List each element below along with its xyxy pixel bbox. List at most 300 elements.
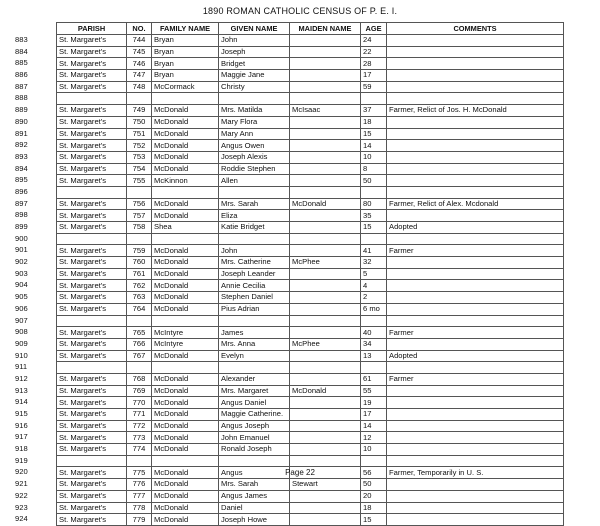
cell-age: 6 mo xyxy=(361,303,387,315)
cell-comments: Farmer, Relict of Jos. H. McDonald xyxy=(387,105,564,117)
cell-comments xyxy=(387,175,564,187)
parish-text: St. Margaret's xyxy=(59,257,107,267)
cell-family-name: McDonald xyxy=(152,280,219,292)
cell-parish xyxy=(15,105,127,117)
parish-text: St. Margaret's xyxy=(59,467,107,477)
cell-household-no: 757 xyxy=(127,210,152,222)
cell-comments xyxy=(387,151,564,163)
parish-text: St. Margaret's xyxy=(59,175,107,185)
line-number: 909 xyxy=(15,338,28,348)
cell-parish xyxy=(15,233,127,245)
cell-family-name: McDonald xyxy=(152,502,219,514)
cell-comments: Adopted xyxy=(387,222,564,234)
cell-comments xyxy=(387,128,564,140)
table-row xyxy=(57,327,564,339)
table-row xyxy=(57,151,564,163)
parish-text: St. Margaret's xyxy=(59,47,107,57)
line-number: 918 xyxy=(15,444,28,454)
cell-age: 24 xyxy=(361,35,387,47)
cell-comments xyxy=(387,163,564,175)
cell-household-no: 777 xyxy=(127,490,152,502)
cell-comments xyxy=(387,280,564,292)
cell-given-name: Ronald Joseph xyxy=(219,444,290,456)
cell-given-name: Mrs. Sarah xyxy=(219,479,290,491)
cell-household-no: 753 xyxy=(127,151,152,163)
cell-household-no xyxy=(127,93,152,105)
column-header-parish: PARISH xyxy=(57,23,127,35)
line-number: 883 xyxy=(15,35,28,44)
cell-given-name xyxy=(219,362,290,374)
cell-parish xyxy=(15,163,127,175)
line-number: 890 xyxy=(15,116,28,126)
cell-maiden-name xyxy=(290,432,361,444)
cell-family-name: McDonald xyxy=(152,257,219,269)
line-number: 903 xyxy=(15,268,28,278)
cell-household-no: 750 xyxy=(127,116,152,128)
line-number: 908 xyxy=(15,327,28,337)
cell-comments: Farmer, Relict of Alex. Mcdonald xyxy=(387,198,564,210)
cell-age: 8 xyxy=(361,163,387,175)
table-row xyxy=(57,409,564,421)
cell-age: 2 xyxy=(361,292,387,304)
cell-family-name: McDonald xyxy=(152,409,219,421)
line-number: 891 xyxy=(15,128,28,138)
cell-given-name: Mary Flora xyxy=(219,116,290,128)
cell-comments xyxy=(387,479,564,491)
cell-age xyxy=(361,186,387,198)
cell-comments xyxy=(387,397,564,409)
cell-maiden-name xyxy=(290,397,361,409)
cell-parish xyxy=(15,46,127,58)
cell-given-name: Angus Owen xyxy=(219,140,290,152)
cell-age: 50 xyxy=(361,175,387,187)
line-number: 901 xyxy=(15,245,28,255)
table-row xyxy=(57,46,564,58)
cell-given-name: James xyxy=(219,327,290,339)
cell-family-name xyxy=(152,186,219,198)
cell-family-name: Bryan xyxy=(152,58,219,70)
table-row xyxy=(57,198,564,210)
cell-parish xyxy=(15,338,127,350)
table-row xyxy=(57,385,564,397)
cell-family-name: Bryan xyxy=(152,70,219,82)
cell-maiden-name xyxy=(290,268,361,280)
cell-age: 15 xyxy=(361,222,387,234)
cell-maiden-name xyxy=(290,444,361,456)
cell-parish xyxy=(15,303,127,315)
cell-age: 37 xyxy=(361,105,387,117)
line-number: 924 xyxy=(15,514,28,524)
line-number: 912 xyxy=(15,373,28,383)
cell-comments xyxy=(387,58,564,70)
cell-age xyxy=(361,455,387,467)
cell-maiden-name: McPhee xyxy=(290,338,361,350)
cell-parish xyxy=(15,257,127,269)
cell-given-name: John xyxy=(219,245,290,257)
cell-given-name: Pius Adrian xyxy=(219,303,290,315)
column-header-given-name: GIVEN NAME xyxy=(219,23,290,35)
cell-family-name xyxy=(152,315,219,327)
cell-comments xyxy=(387,303,564,315)
cell-age: 40 xyxy=(361,327,387,339)
parish-text: St. Margaret's xyxy=(59,58,107,68)
table-row xyxy=(57,338,564,350)
cell-given-name: Mrs. Anna xyxy=(219,338,290,350)
cell-maiden-name: McDonald xyxy=(290,198,361,210)
table-row xyxy=(57,490,564,502)
census-body xyxy=(15,35,564,526)
cell-given-name: Alexander xyxy=(219,373,290,385)
cell-parish xyxy=(15,210,127,222)
cell-household-no: 752 xyxy=(127,140,152,152)
cell-age: 41 xyxy=(361,245,387,257)
cell-given-name: Roddie Stephen xyxy=(219,163,290,175)
parish-text: St. Margaret's xyxy=(59,198,107,208)
cell-maiden-name xyxy=(290,140,361,152)
cell-maiden-name xyxy=(290,175,361,187)
cell-comments xyxy=(387,444,564,456)
page-title: 1890 ROMAN CATHOLIC CENSUS OF P. E. I. xyxy=(202,6,398,16)
cell-comments: Adopted xyxy=(387,350,564,362)
parish-text: St. Margaret's xyxy=(59,163,107,173)
column-header-maiden-name: MAIDEN NAME xyxy=(290,23,361,35)
cell-parish xyxy=(15,93,127,105)
cell-parish xyxy=(15,140,127,152)
line-number: 892 xyxy=(15,140,28,150)
table-row xyxy=(57,292,564,304)
cell-given-name: Mrs. Sarah xyxy=(219,198,290,210)
line-number: 888 xyxy=(15,93,28,103)
cell-given-name: Katie Bridget xyxy=(219,222,290,234)
parish-text: St. Margaret's xyxy=(59,502,107,512)
line-number: 906 xyxy=(15,303,28,313)
cell-comments xyxy=(387,140,564,152)
cell-parish xyxy=(15,151,127,163)
cell-given-name: Christy xyxy=(219,81,290,93)
cell-maiden-name xyxy=(290,280,361,292)
cell-family-name xyxy=(152,93,219,105)
table-row xyxy=(57,116,564,128)
cell-given-name xyxy=(219,93,290,105)
table-row xyxy=(57,175,564,187)
cell-given-name: Maggie Jane xyxy=(219,70,290,82)
cell-household-no: 746 xyxy=(127,58,152,70)
cell-comments xyxy=(387,257,564,269)
cell-maiden-name: Stewart xyxy=(290,479,361,491)
cell-household-no xyxy=(127,186,152,198)
cell-family-name: McDonald xyxy=(152,385,219,397)
line-number: 914 xyxy=(15,397,28,407)
cell-parish xyxy=(15,444,127,456)
parish-text: St. Margaret's xyxy=(59,409,107,419)
cell-parish xyxy=(15,70,127,82)
cell-maiden-name xyxy=(290,58,361,70)
table-row xyxy=(57,303,564,315)
cell-maiden-name xyxy=(290,362,361,374)
parish-text: St. Margaret's xyxy=(59,514,107,524)
cell-given-name: Mrs. Margaret xyxy=(219,385,290,397)
cell-age: 22 xyxy=(361,46,387,58)
cell-comments xyxy=(387,362,564,374)
cell-comments xyxy=(387,116,564,128)
cell-given-name: Stephen Daniel xyxy=(219,292,290,304)
cell-household-no xyxy=(127,455,152,467)
cell-given-name: Maggie Catherine. xyxy=(219,409,290,421)
cell-maiden-name xyxy=(290,350,361,362)
cell-given-name xyxy=(219,186,290,198)
cell-maiden-name: McPhee xyxy=(290,257,361,269)
cell-family-name: McDonald xyxy=(152,373,219,385)
parish-text: St. Margaret's xyxy=(59,210,107,220)
cell-household-no: 751 xyxy=(127,128,152,140)
parish-text: St. Margaret's xyxy=(59,245,107,255)
cell-comments xyxy=(387,210,564,222)
cell-given-name xyxy=(219,315,290,327)
parish-text: St. Margaret's xyxy=(59,222,107,232)
cell-household-no: 765 xyxy=(127,327,152,339)
cell-family-name: McDonald xyxy=(152,198,219,210)
cell-family-name: Bryan xyxy=(152,46,219,58)
cell-household-no: 771 xyxy=(127,409,152,421)
cell-parish xyxy=(15,420,127,432)
cell-maiden-name xyxy=(290,70,361,82)
cell-parish xyxy=(15,409,127,421)
line-number: 907 xyxy=(15,315,28,325)
table-row xyxy=(57,245,564,257)
cell-household-no xyxy=(127,233,152,245)
cell-parish xyxy=(15,432,127,444)
column-header-comments: COMMENTS xyxy=(387,23,564,35)
cell-maiden-name xyxy=(290,455,361,467)
cell-comments xyxy=(387,292,564,304)
cell-maiden-name xyxy=(290,186,361,198)
parish-text: St. Margaret's xyxy=(59,421,107,431)
cell-household-no: 775 xyxy=(127,467,152,479)
line-number: 913 xyxy=(15,385,28,395)
cell-parish xyxy=(15,479,127,491)
parish-text: St. Margaret's xyxy=(59,444,107,454)
cell-comments xyxy=(387,233,564,245)
cell-parish xyxy=(15,198,127,210)
line-number: 910 xyxy=(15,350,28,360)
parish-text: St. Margaret's xyxy=(59,374,107,384)
cell-parish xyxy=(15,175,127,187)
line-number: 904 xyxy=(15,280,28,290)
line-number: 922 xyxy=(15,490,28,500)
table-row xyxy=(57,70,564,82)
parish-text: St. Margaret's xyxy=(59,280,107,290)
cell-age: 61 xyxy=(361,373,387,385)
cell-comments xyxy=(387,93,564,105)
cell-family-name: McDonald xyxy=(152,467,219,479)
cell-household-no: 744 xyxy=(127,35,152,47)
cell-parish xyxy=(15,514,127,526)
cell-household-no: 759 xyxy=(127,245,152,257)
cell-maiden-name xyxy=(290,151,361,163)
cell-parish xyxy=(15,315,127,327)
line-number: 920 xyxy=(15,467,28,477)
cell-age: 12 xyxy=(361,432,387,444)
cell-household-no: 778 xyxy=(127,502,152,514)
cell-maiden-name xyxy=(290,35,361,47)
cell-given-name: Joseph Howe xyxy=(219,514,290,526)
line-number: 894 xyxy=(15,163,28,173)
table-row xyxy=(57,58,564,70)
cell-household-no: 773 xyxy=(127,432,152,444)
line-number: 896 xyxy=(15,186,28,196)
table-row xyxy=(57,268,564,280)
cell-household-no: 754 xyxy=(127,163,152,175)
line-number: 893 xyxy=(15,151,28,161)
table-row xyxy=(57,444,564,456)
cell-age: 35 xyxy=(361,210,387,222)
cell-age: 14 xyxy=(361,420,387,432)
cell-age: 56 xyxy=(361,467,387,479)
cell-parish xyxy=(15,245,127,257)
cell-household-no: 747 xyxy=(127,70,152,82)
cell-given-name: Eliza xyxy=(219,210,290,222)
cell-given-name: Joseph xyxy=(219,46,290,58)
column-header-no: NO. xyxy=(127,23,152,35)
cell-parish xyxy=(15,385,127,397)
cell-maiden-name xyxy=(290,116,361,128)
cell-maiden-name xyxy=(290,327,361,339)
table-row xyxy=(57,81,564,93)
cell-age: 18 xyxy=(361,116,387,128)
cell-age: 14 xyxy=(361,140,387,152)
cell-comments xyxy=(387,186,564,198)
cell-comments xyxy=(387,35,564,47)
cell-age: 18 xyxy=(361,502,387,514)
parish-text: St. Margaret's xyxy=(59,491,107,501)
cell-maiden-name xyxy=(290,93,361,105)
cell-age: 20 xyxy=(361,490,387,502)
cell-parish xyxy=(15,362,127,374)
cell-comments xyxy=(387,385,564,397)
table-row xyxy=(57,397,564,409)
cell-household-no: 779 xyxy=(127,514,152,526)
table-row xyxy=(57,502,564,514)
table-row xyxy=(57,35,564,47)
line-number: 885 xyxy=(15,58,28,68)
cell-given-name: John xyxy=(219,35,290,47)
cell-family-name xyxy=(152,233,219,245)
cell-parish xyxy=(15,116,127,128)
line-number: 895 xyxy=(15,175,28,185)
parish-text: St. Margaret's xyxy=(59,105,107,115)
line-number: 916 xyxy=(15,420,28,430)
parish-text: St. Margaret's xyxy=(59,292,107,302)
cell-household-no: 758 xyxy=(127,222,152,234)
cell-comments xyxy=(387,490,564,502)
cell-family-name: McDonald xyxy=(152,397,219,409)
cell-comments xyxy=(387,420,564,432)
cell-given-name: Angus Joseph xyxy=(219,420,290,432)
cell-family-name: McDonald xyxy=(152,350,219,362)
cell-household-no: 764 xyxy=(127,303,152,315)
cell-maiden-name: McDonald xyxy=(290,385,361,397)
table-row xyxy=(57,315,564,327)
cell-given-name: Angus xyxy=(219,467,290,479)
cell-family-name: McDonald xyxy=(152,268,219,280)
cell-family-name xyxy=(152,362,219,374)
line-number: 917 xyxy=(15,432,28,442)
cell-family-name: McDonald xyxy=(152,245,219,257)
table-row xyxy=(57,479,564,491)
cell-comments xyxy=(387,268,564,280)
cell-maiden-name xyxy=(290,409,361,421)
cell-household-no: 772 xyxy=(127,420,152,432)
cell-parish xyxy=(15,58,127,70)
cell-maiden-name xyxy=(290,46,361,58)
line-number: 897 xyxy=(15,198,28,208)
parish-text: St. Margaret's xyxy=(59,304,107,314)
cell-household-no: 763 xyxy=(127,292,152,304)
cell-household-no xyxy=(127,362,152,374)
header-row xyxy=(57,23,564,35)
cell-family-name: McDonald xyxy=(152,490,219,502)
cell-maiden-name xyxy=(290,490,361,502)
cell-maiden-name xyxy=(290,128,361,140)
cell-comments xyxy=(387,70,564,82)
cell-given-name: Angus James xyxy=(219,490,290,502)
parish-text: St. Margaret's xyxy=(59,479,107,489)
cell-family-name: McIntyre xyxy=(152,338,219,350)
cell-parish xyxy=(15,397,127,409)
cell-household-no: 770 xyxy=(127,397,152,409)
table-row xyxy=(57,105,564,117)
cell-age xyxy=(361,93,387,105)
cell-family-name: McDonald xyxy=(152,420,219,432)
parish-text: St. Margaret's xyxy=(59,82,107,92)
table-row xyxy=(57,186,564,198)
cell-comments xyxy=(387,432,564,444)
table-row xyxy=(57,128,564,140)
cell-household-no: 768 xyxy=(127,373,152,385)
cell-comments: Farmer, Temporarily in U. S. xyxy=(387,467,564,479)
cell-household-no: 755 xyxy=(127,175,152,187)
cell-household-no: 761 xyxy=(127,268,152,280)
cell-parish xyxy=(15,186,127,198)
cell-comments xyxy=(387,409,564,421)
cell-maiden-name xyxy=(290,420,361,432)
cell-household-no: 776 xyxy=(127,479,152,491)
cell-given-name xyxy=(219,233,290,245)
parish-text: St. Margaret's xyxy=(59,432,107,442)
parish-text: St. Margaret's xyxy=(59,128,107,138)
cell-family-name: McIntyre xyxy=(152,327,219,339)
cell-household-no: 749 xyxy=(127,105,152,117)
cell-comments xyxy=(387,514,564,526)
parish-text: St. Margaret's xyxy=(59,70,107,80)
line-number: 886 xyxy=(15,70,28,80)
table-row xyxy=(57,514,564,526)
line-number: 902 xyxy=(15,257,28,267)
cell-age: 15 xyxy=(361,128,387,140)
cell-given-name: Annie Cecilia xyxy=(219,280,290,292)
cell-given-name xyxy=(219,455,290,467)
cell-age: 17 xyxy=(361,70,387,82)
cell-family-name: McDonald xyxy=(152,292,219,304)
cell-family-name: McDonald xyxy=(152,444,219,456)
cell-given-name: Angus Daniel xyxy=(219,397,290,409)
cell-parish xyxy=(15,128,127,140)
parish-text: St. Margaret's xyxy=(59,269,107,279)
cell-maiden-name xyxy=(290,222,361,234)
cell-age: 17 xyxy=(361,409,387,421)
cell-comments xyxy=(387,502,564,514)
cell-comments: Farmer xyxy=(387,245,564,257)
